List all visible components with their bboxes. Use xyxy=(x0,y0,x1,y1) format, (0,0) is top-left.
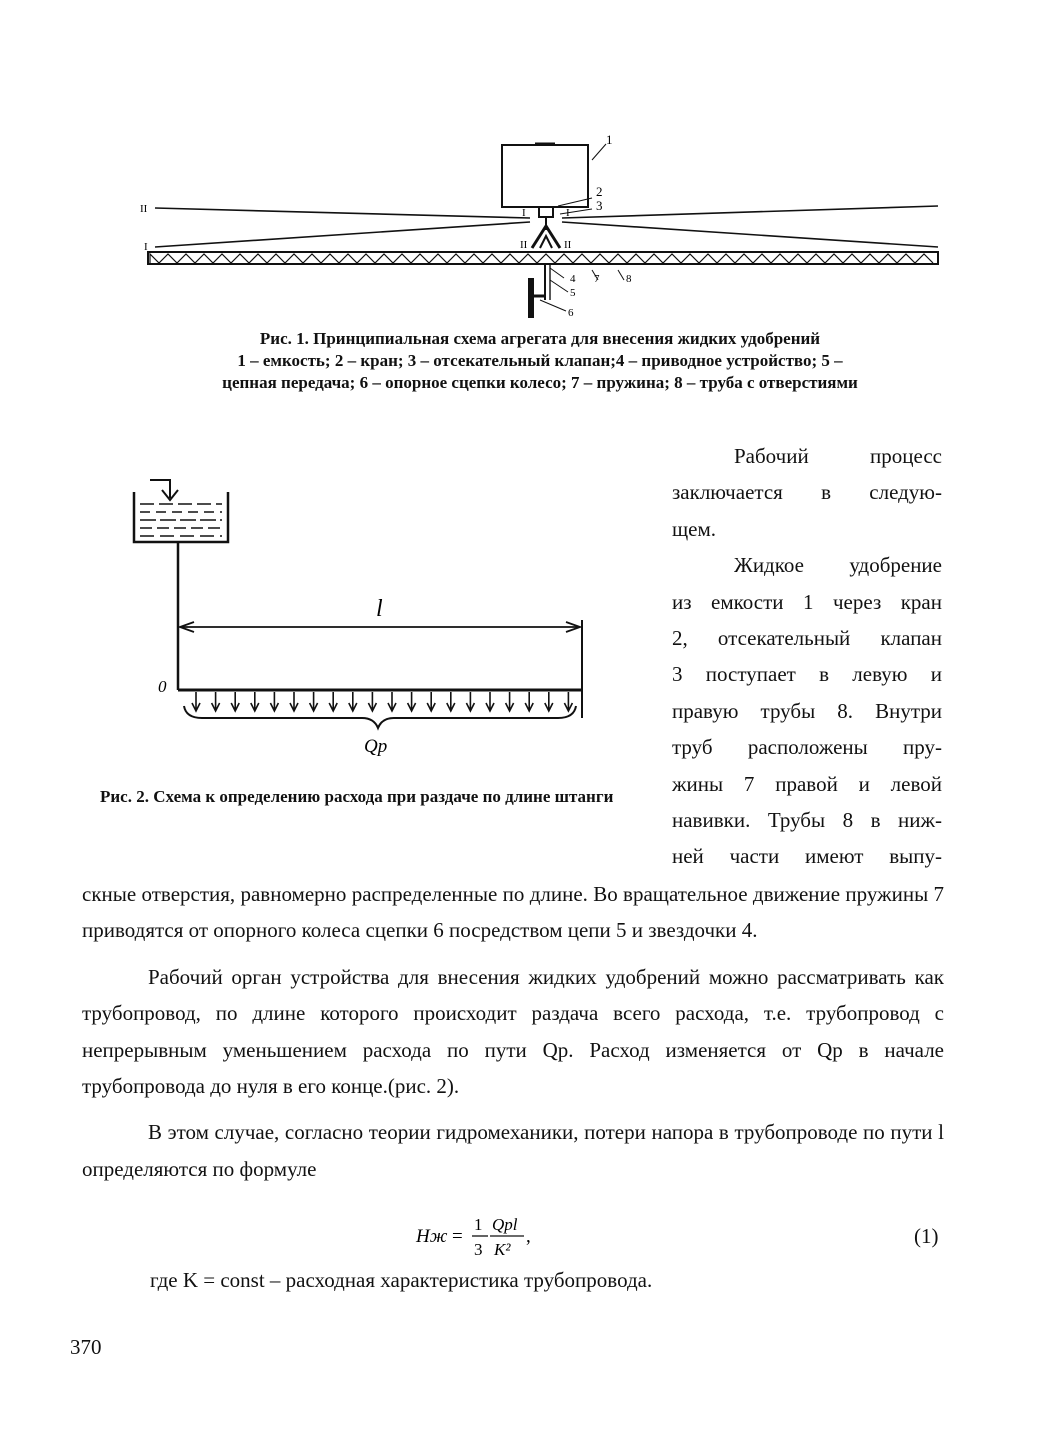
text-line: 3 поступает в левую и xyxy=(672,662,942,687)
label-length: l xyxy=(376,596,383,622)
label-4: 4 xyxy=(570,273,576,285)
paragraph: В этом случае, согласно теории гидромеханики, потери напора в трубопроводе по пути l определяются по формуле xyxy=(82,1120,944,1181)
label-6: 6 xyxy=(568,307,574,319)
outflow-arrows xyxy=(192,692,572,711)
outflow-arrow xyxy=(251,692,259,711)
right-column-text xyxy=(672,438,942,875)
outflow-arrow xyxy=(231,692,239,711)
outflow-arrow xyxy=(545,692,553,711)
label-8: 8 xyxy=(626,273,632,285)
where-text: где K = const – расходная характеристика трубопровода. xyxy=(150,1268,653,1292)
label-3: 3 xyxy=(596,198,603,213)
outflow-arrow xyxy=(329,692,337,711)
outflow-arrow xyxy=(310,692,318,711)
outflow-arrow xyxy=(564,692,572,711)
label-i-center-left: I xyxy=(522,207,526,219)
formula-coef-den: 3 xyxy=(474,1240,483,1259)
formula-numerator: Qрl xyxy=(492,1215,518,1234)
text-line: щем. xyxy=(672,516,717,541)
formula xyxy=(400,1208,650,1264)
label-origin: 0 xyxy=(158,677,167,696)
label-5: 5 xyxy=(570,287,576,299)
text-line: труб расположены пру- xyxy=(672,735,942,760)
formula-lhs: Hж xyxy=(416,1226,448,1247)
label-qp: Qp xyxy=(364,736,388,757)
figure-2-caption: Рис. 2. Схема к определению расхода при раздаче по длине штанги xyxy=(100,787,614,806)
outflow-arrow xyxy=(525,692,533,711)
text-line: Рабочий процесс xyxy=(734,444,942,468)
label-i-left: I xyxy=(144,241,148,253)
label-ii-center-left: II xyxy=(520,239,528,251)
outflow-arrow xyxy=(388,692,396,711)
outflow-arrow xyxy=(192,692,200,711)
pipe-spring xyxy=(150,254,933,263)
main-text xyxy=(82,876,944,1187)
formula-equals: = xyxy=(452,1226,463,1247)
text-line: правую трубы 8. Внутри xyxy=(672,698,942,723)
label-2: 2 xyxy=(596,184,603,199)
outflow-arrow xyxy=(270,692,278,711)
label-ii-left: II xyxy=(140,203,148,215)
text-line: жины 7 правой и левой xyxy=(672,771,942,796)
outflow-arrow xyxy=(408,692,416,711)
formula-number: (1) xyxy=(914,1224,939,1248)
figure-1-caption-line: цепная передача; 6 – опорное сцепки колесо; 7 – пружина; 8 – труба с отверстиями xyxy=(222,373,858,392)
paragraph-continuation: скные отверстия, равномерно распределенные по длине. Во вращательное движение пружины 7 приводятся от опорного колеса сцепки 6 посредством цепи 5 и звездочки 4. xyxy=(82,882,944,943)
outflow-arrow xyxy=(290,692,298,711)
paragraph: Рабочий орган устройства для внесения жидких удобрений можно рассматривать как трубопровод, по длине которого происходит раздача всего расхода, т.е. трубопровод с непрерывным уменьшением расхода по пути Qр. Расход изменяется от Qр в начале трубопровода до нуля в его конце.(рис. 2). xyxy=(82,964,944,1099)
reservoir xyxy=(134,492,228,542)
outflow-arrow xyxy=(212,692,220,711)
formula-comma: , xyxy=(526,1226,531,1247)
wheel xyxy=(528,278,534,318)
outflow-arrow xyxy=(368,692,376,711)
label-1: 1 xyxy=(606,132,613,147)
outflow-arrow xyxy=(349,692,357,711)
text-line: из емкости 1 через кран xyxy=(672,589,942,614)
figure-1-diagram xyxy=(130,130,950,325)
outflow-arrow xyxy=(506,692,514,711)
liquid-lines xyxy=(140,504,222,536)
brace xyxy=(184,706,576,728)
text-line: 2, отсекательный клапан xyxy=(672,626,942,651)
text-line: навивки. Трубы 8 в ниж- xyxy=(672,808,942,833)
outflow-arrow xyxy=(427,692,435,711)
label-i-center-right: I xyxy=(566,207,570,219)
text-line: заключается в следую- xyxy=(672,480,942,505)
figure-1-caption xyxy=(110,328,970,394)
figure-1-caption-line: 1 – емкость; 2 – кран; 3 – отсекательный клапан;4 – приводное устройство; 5 – xyxy=(237,351,843,370)
outflow-arrow xyxy=(486,692,494,711)
outflow-arrow xyxy=(466,692,474,711)
label-7: 7 xyxy=(594,273,600,285)
page-number: 370 xyxy=(70,1335,102,1359)
text-line: ней части имеют выпу- xyxy=(672,844,942,869)
tank xyxy=(502,145,588,207)
outflow-arrow xyxy=(447,692,455,711)
label-ii-center-right: II xyxy=(564,239,572,251)
formula-denominator: K² xyxy=(494,1240,511,1259)
formula-coef-num: 1 xyxy=(474,1215,483,1234)
text-line: Жидкое удобрение xyxy=(734,553,942,578)
figure-1-caption-title: Рис. 1. Принципиальная схема агрегата для внесения жидких удобрений xyxy=(259,329,821,348)
figure-2-diagram xyxy=(130,470,600,770)
